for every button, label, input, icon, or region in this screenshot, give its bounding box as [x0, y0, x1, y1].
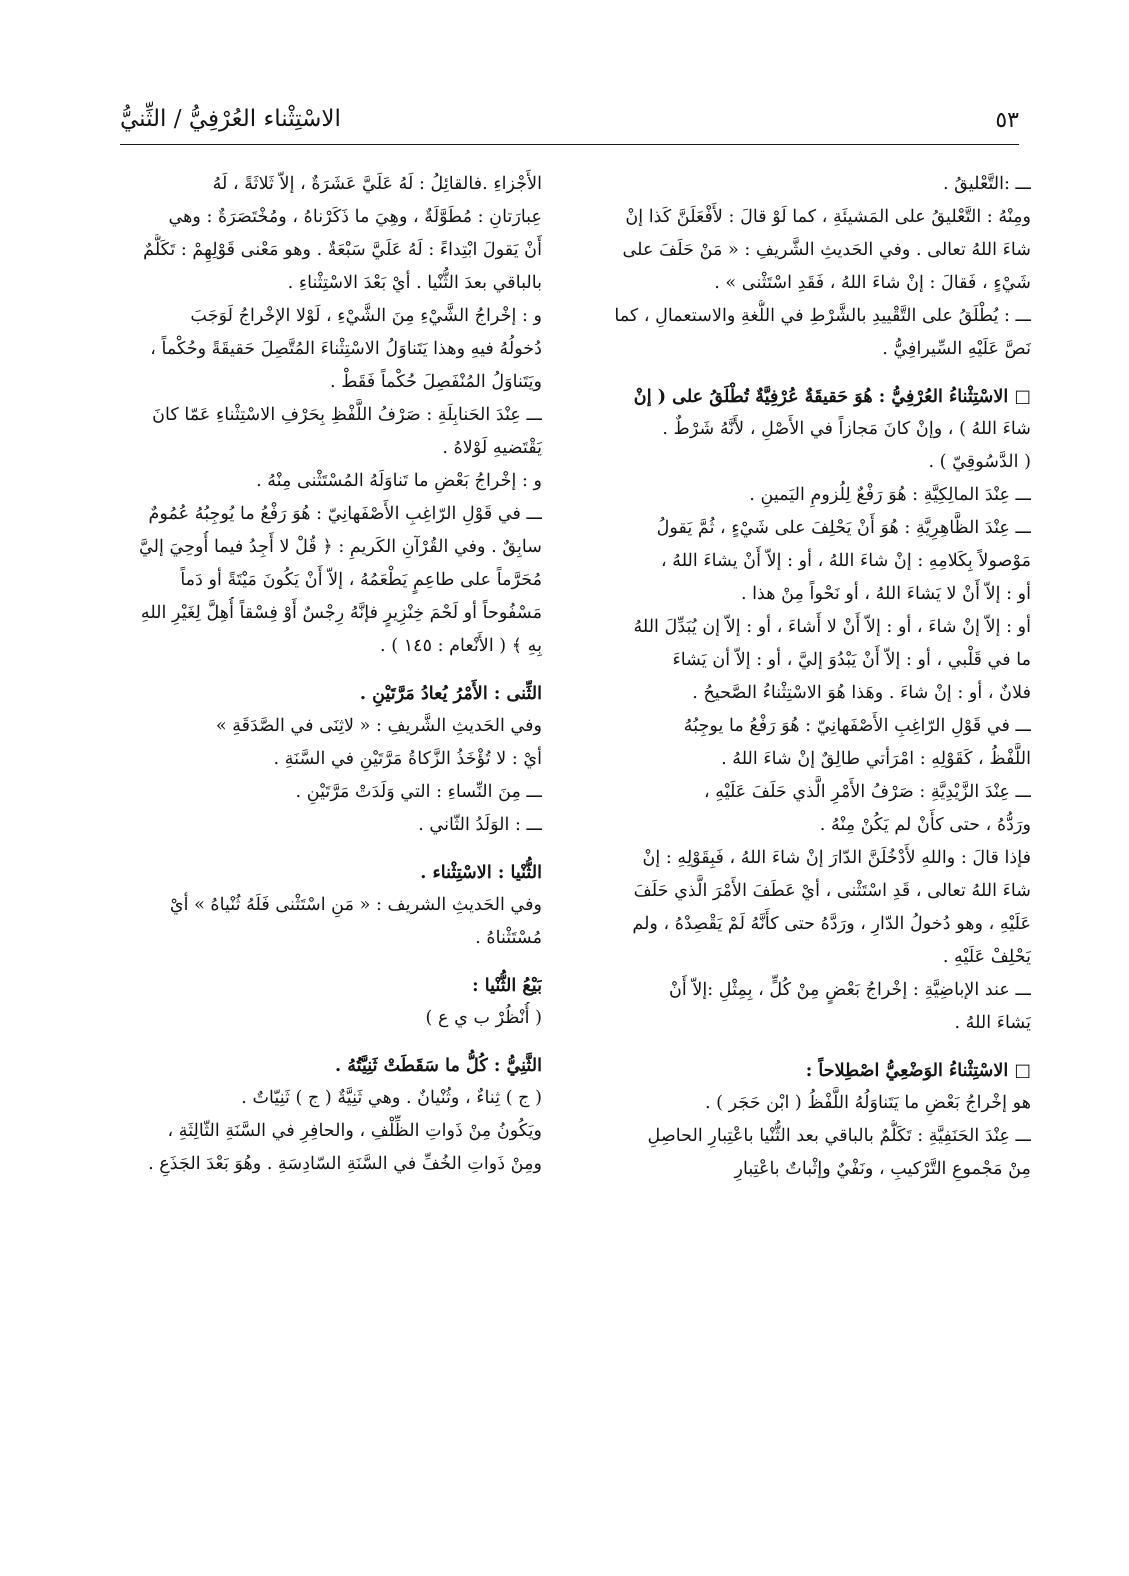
text-line: ومِنْهُ : التَّعْليقُ على المَشيئَةِ ، كما لَوْ قالَ : لأَفْعَلَنَّ كَذا إنْ: [625, 207, 1031, 227]
text-line: عِبارَتانِ : مُطَوَّلَةٌ ، وهِيَ ما ذَكَرْناهُ ، ومُخْتَصَرَةٌ : وهي: [168, 207, 542, 227]
text-line: ـــ عِنْدَ الظَّاهِرِيَّةِ : هُوَ أَنْ يَحْلِفَ على شَيْءٍ ، ثُمَّ يَقولُ: [656, 518, 1031, 538]
text-line: و : إخْراجُ بَعْضِ ما تَناوَلَهُ المُسْتَثْنى مِنْهُ .: [256, 471, 542, 491]
text-line: شاءَ اللهُ تعالى ، قَدِ اسْتَثْنى ، أيْ عَطَفَ الأَمْرَ الَّذي حَلَفَ: [633, 881, 1031, 901]
text-line: هو إخْراجُ بَعْضِ ما يَتَناوَلُهُ اللَّفْظُ ( ابْن حَجَر ) .: [704, 1093, 1031, 1113]
text-line: شاءَ اللهُ تعالى . وفي الحَديثِ الشَّريفِ : « مَنْ حَلَفَ على: [622, 240, 1031, 260]
text-line: اللَّفْظُ ، كَقَوْلِهِ : امْرَأتي طالِقٌ إنْ شاءَ اللهُ .: [721, 749, 1031, 769]
text-line: الثِّنى : الأَمْرُ يُعادُ مَرَّتَيْنِ .: [359, 683, 542, 704]
text-line: يَحْلِفْ عَلَيْهِ .: [942, 947, 1031, 967]
text-line: سابِقٌ . وفي القُرْآنِ الكَريمِ : ﴿ قُلْ لا أَجِدُ فيما أُوحِيَ إليَّ: [139, 537, 542, 557]
text-line: ـــ عِنْدَ المالِكِيَّةِ : هُوَ رَفْعٌ لِلُزومِ اليَمينِ .: [749, 485, 1031, 505]
text-line: بالباقي بعدَ الثُّنْيا . أيْ بَعْدَ الاسْتِثْناءِ .: [287, 273, 542, 293]
text-line: ورَدُّهُ ، حتى كأَنْ لم يَكُنْ مِنْهُ .: [819, 815, 1031, 835]
text-line: ـــ عِنْدَ الزَّيْدِيَّةِ : صَرْفُ الأَمْرِ الَّذي حَلَفَ عَلَيْهِ ،: [703, 782, 1031, 802]
text-line: ـــ : الوَلَدُ الثّاني .: [418, 815, 542, 835]
left-column: [110, 168, 542, 1181]
text-line: ويَكُونُ مِنْ ذَواتِ الظِّلْفِ ، والحافِرِ في السَّنَةِ الثّالِثَةِ ،: [167, 1121, 542, 1141]
text-line: فلانٌ ، أو : إنْ شاءَ . وهَذا هُوَ الاسْتِثْناءُ الصَّحيحُ .: [692, 683, 1031, 703]
text-line: نَصَّ عَلَيْهِ السِّيرافِيُّ .: [882, 339, 1031, 359]
text-line: الثُّنْيا : الاسْتِثْناء .: [420, 862, 542, 883]
text-line: ـــ :التَّعْليقُ .: [942, 174, 1031, 194]
text-line: الثَّنِيُّ : كُلُّ ما سَقَطَتْ ثَنِيَّتُهُ .: [335, 1055, 542, 1076]
text-line: دُخولُهُ فيهِ وهذا يَتَناوَلُ الاسْتِثْناءَ المُتَّصِلَ حَقيقَةً وحُكْماً ،: [150, 339, 542, 359]
text-line: ما في قَلْبي ، أو : إلاّ أَنْ يَبْدُوَ إليَّ ، أو : إلاّ أن يَشاءَ: [672, 650, 1031, 670]
text-line: وفي الحَديثِ الشَّريفِ : « لاثِنَى في الصَّدَقَةِ »: [215, 716, 542, 736]
text-line: أيْ : لا تُؤْخَذُ الزَّكاةُ مَرَّتَيْنِ في السَّنَةِ .: [273, 749, 542, 769]
text-line: يَقْتَضيهِ لَوْلاهُ .: [442, 438, 542, 458]
text-line: أو : إلاّ أَنْ لا يَشاءَ اللهُ ، أو نَحْواً مِنْ هذا .: [740, 584, 1031, 604]
text-line: ـــ عند الإباضِيَّةِ : إخْراجُ بَعْضٍ مِنْ كُلٍّ ، بِمِثْلِ :إلاّ أَنْ: [668, 980, 1031, 1000]
right-column: [599, 168, 1031, 1186]
text-line: بِهِ ﴾ ( الأَنْعام : ١٤٥ ) .: [380, 636, 542, 656]
text-line: مُسْتَثْناهُ .: [475, 928, 542, 948]
paragraph-gap: [110, 842, 542, 856]
text-line: ( الدَّسُوقِيّ ) .: [928, 452, 1031, 472]
text-line: يَشاءَ اللهُ .: [954, 1013, 1031, 1033]
text-line: شَيْءٍ ، فَقالَ : إنْ شاءَ اللهُ ، فَقَدِ اسْتَثْنى » .: [714, 273, 1031, 293]
paragraph-gap: [599, 1040, 1031, 1054]
text-line: ـــ في قَوْلِ الرّاغِبِ الأَصْفَهانِيّ : هُوَ رَفْعُ ما يُوجِبُهُ عُمُومٌ: [148, 504, 542, 524]
text-line: ـــ عِنْدَ الحَنابِلَةِ : صَرْفُ اللَّفْظِ بِحَرْفِ الاسْتِثْناءِ عَمّا كانَ: [152, 405, 542, 425]
text-line: أو : إلاّ إنْ شاءَ ، أو : إلاّ أَنْ لا أَشاءَ ، أو : إلاّ إن يُبَدِّلَ اللهُ: [633, 617, 1031, 637]
text-line: بَيْعُ الثُّنْيا :: [472, 975, 542, 996]
text-line: ( أُنْظُرْ ب ي ع ): [425, 1008, 542, 1028]
page-number: ٥٣: [995, 108, 1019, 133]
text-line: □ الاسْتِثْناءُ الوَضْعِيُّ اصْطِلاحاً :: [805, 1060, 1031, 1081]
text-line: مُحَرَّماً على طاعِمٍ يَطْعَمُهُ ، إلاّ أَنْ يَكُونَ مَيْتَةً أو دَماً: [180, 570, 542, 590]
text-line: ـــ في قَوْلِ الرّاغِبِ الأَصْفَهانِيّ : هُوَ رَفْعُ ما يوجِبُهُ: [683, 716, 1031, 736]
text-line: ومِنْ ذَواتِ الخُفِّ في السَّنَةِ السّادِسَةِ . وهُوَ بَعْدَ الجَذَعِ .: [148, 1154, 542, 1174]
paragraph-gap: [110, 955, 542, 969]
text-line: مَوْصولاً بِكَلامِهِ : إنْ شاءَ اللهُ ، أو : إلاّ أَنْ يشاءَ اللهُ ،: [661, 551, 1031, 571]
running-title: الاسْتِثْناء العُرْفِيُّ / الثِّنيُّ: [120, 106, 341, 132]
text-line: ـــ عِنْدَ الحَنَفِيَّةِ : تَكَلُّمٌ بالباقي بعد الثُّنْيا باعْتِبارِ الحاصِلِ: [647, 1126, 1031, 1146]
text-line: ( ج ) ثِناءٌ ، وثُنْيانٌ . وهي ثَنِيَّةٌ ( ج ) ثَنِيّاتٌ .: [241, 1088, 542, 1108]
text-line: فإذا قالَ : واللهِ لأَدْخُلَنَّ الدّارَ إنْ شاءَ اللهُ ، فَبِقَوْلِهِ : إنْ: [642, 848, 1031, 868]
text-line: ـــ : يُطْلَقُ على التَّقْييدِ بالشَّرْطِ في اللُّغةِ والاستعمالِ ، كما: [614, 306, 1031, 326]
text-line: □ الاسْتِثْناءُ العُرْفِيُّ : هُوَ حَقيقَةٌ عُرْفِيَّةٌ تُطْلَقُ على ( إنْ: [633, 386, 1031, 407]
text-line: أَنْ يَقولَ ابْتِداءً : لَهُ عَلَيَّ سَبْعَةٌ . وهو مَعْنى قَوْلِهِمْ : تَكَلُّمٌ: [143, 240, 542, 260]
text-line: مِنْ مَجْموعِ التَّرْكيبِ ، ونَفْيٌ وإثْباتٌ باعْتِبارِ: [734, 1159, 1031, 1179]
text-line: عَلَيْهِ ، وهو دُخولُ الدّارِ ، ورَدَّهُ حتى كأَنَّهُ لَمْ يَقْصِدْهُ ، ولم: [632, 914, 1031, 934]
text-line: و : إخْراجُ الشَّيْءِ مِنَ الشَّيْءِ ، لَوْلا الإخْراجُ لَوَجَبَ: [190, 306, 542, 326]
text-line: ويَتَناوَلُ المُنْفَصِلَ حُكْماً فَقَطْ .: [330, 372, 542, 392]
page-header: [120, 104, 1019, 145]
text-line: الأَجْزاءِ .فالقائِلُ : لَهُ عَلَيَّ عَشَرَةٌ ، إلاّ ثَلاثَةً ، لَهُ: [212, 174, 542, 194]
paragraph-gap: [110, 1035, 542, 1049]
text-line: ـــ مِنَ النِّساءِ : التي وَلَدَتْ مَرَّتَيْنِ .: [295, 782, 542, 802]
text-line: وفي الحَديثِ الشريف : « مَنِ اسْتَثْنى فَلَهُ ثُنْياهُ » أيْ: [169, 895, 542, 915]
paragraph-gap: [599, 366, 1031, 380]
text-line: شاءَ اللهُ ) ، وإنْ كانَ مَجازاً في الأَصْلِ ، لأَنَّهُ شَرْطٌ .: [662, 419, 1031, 439]
text-line: مَسْفُوحاً أو لَحْمَ خِنْزِيرٍ فإنَّهُ رِجْسٌ أَوْ فِسْقاً أُهِلَّ لِغَيْرِ اللهِ: [140, 603, 542, 623]
paragraph-gap: [110, 663, 542, 677]
